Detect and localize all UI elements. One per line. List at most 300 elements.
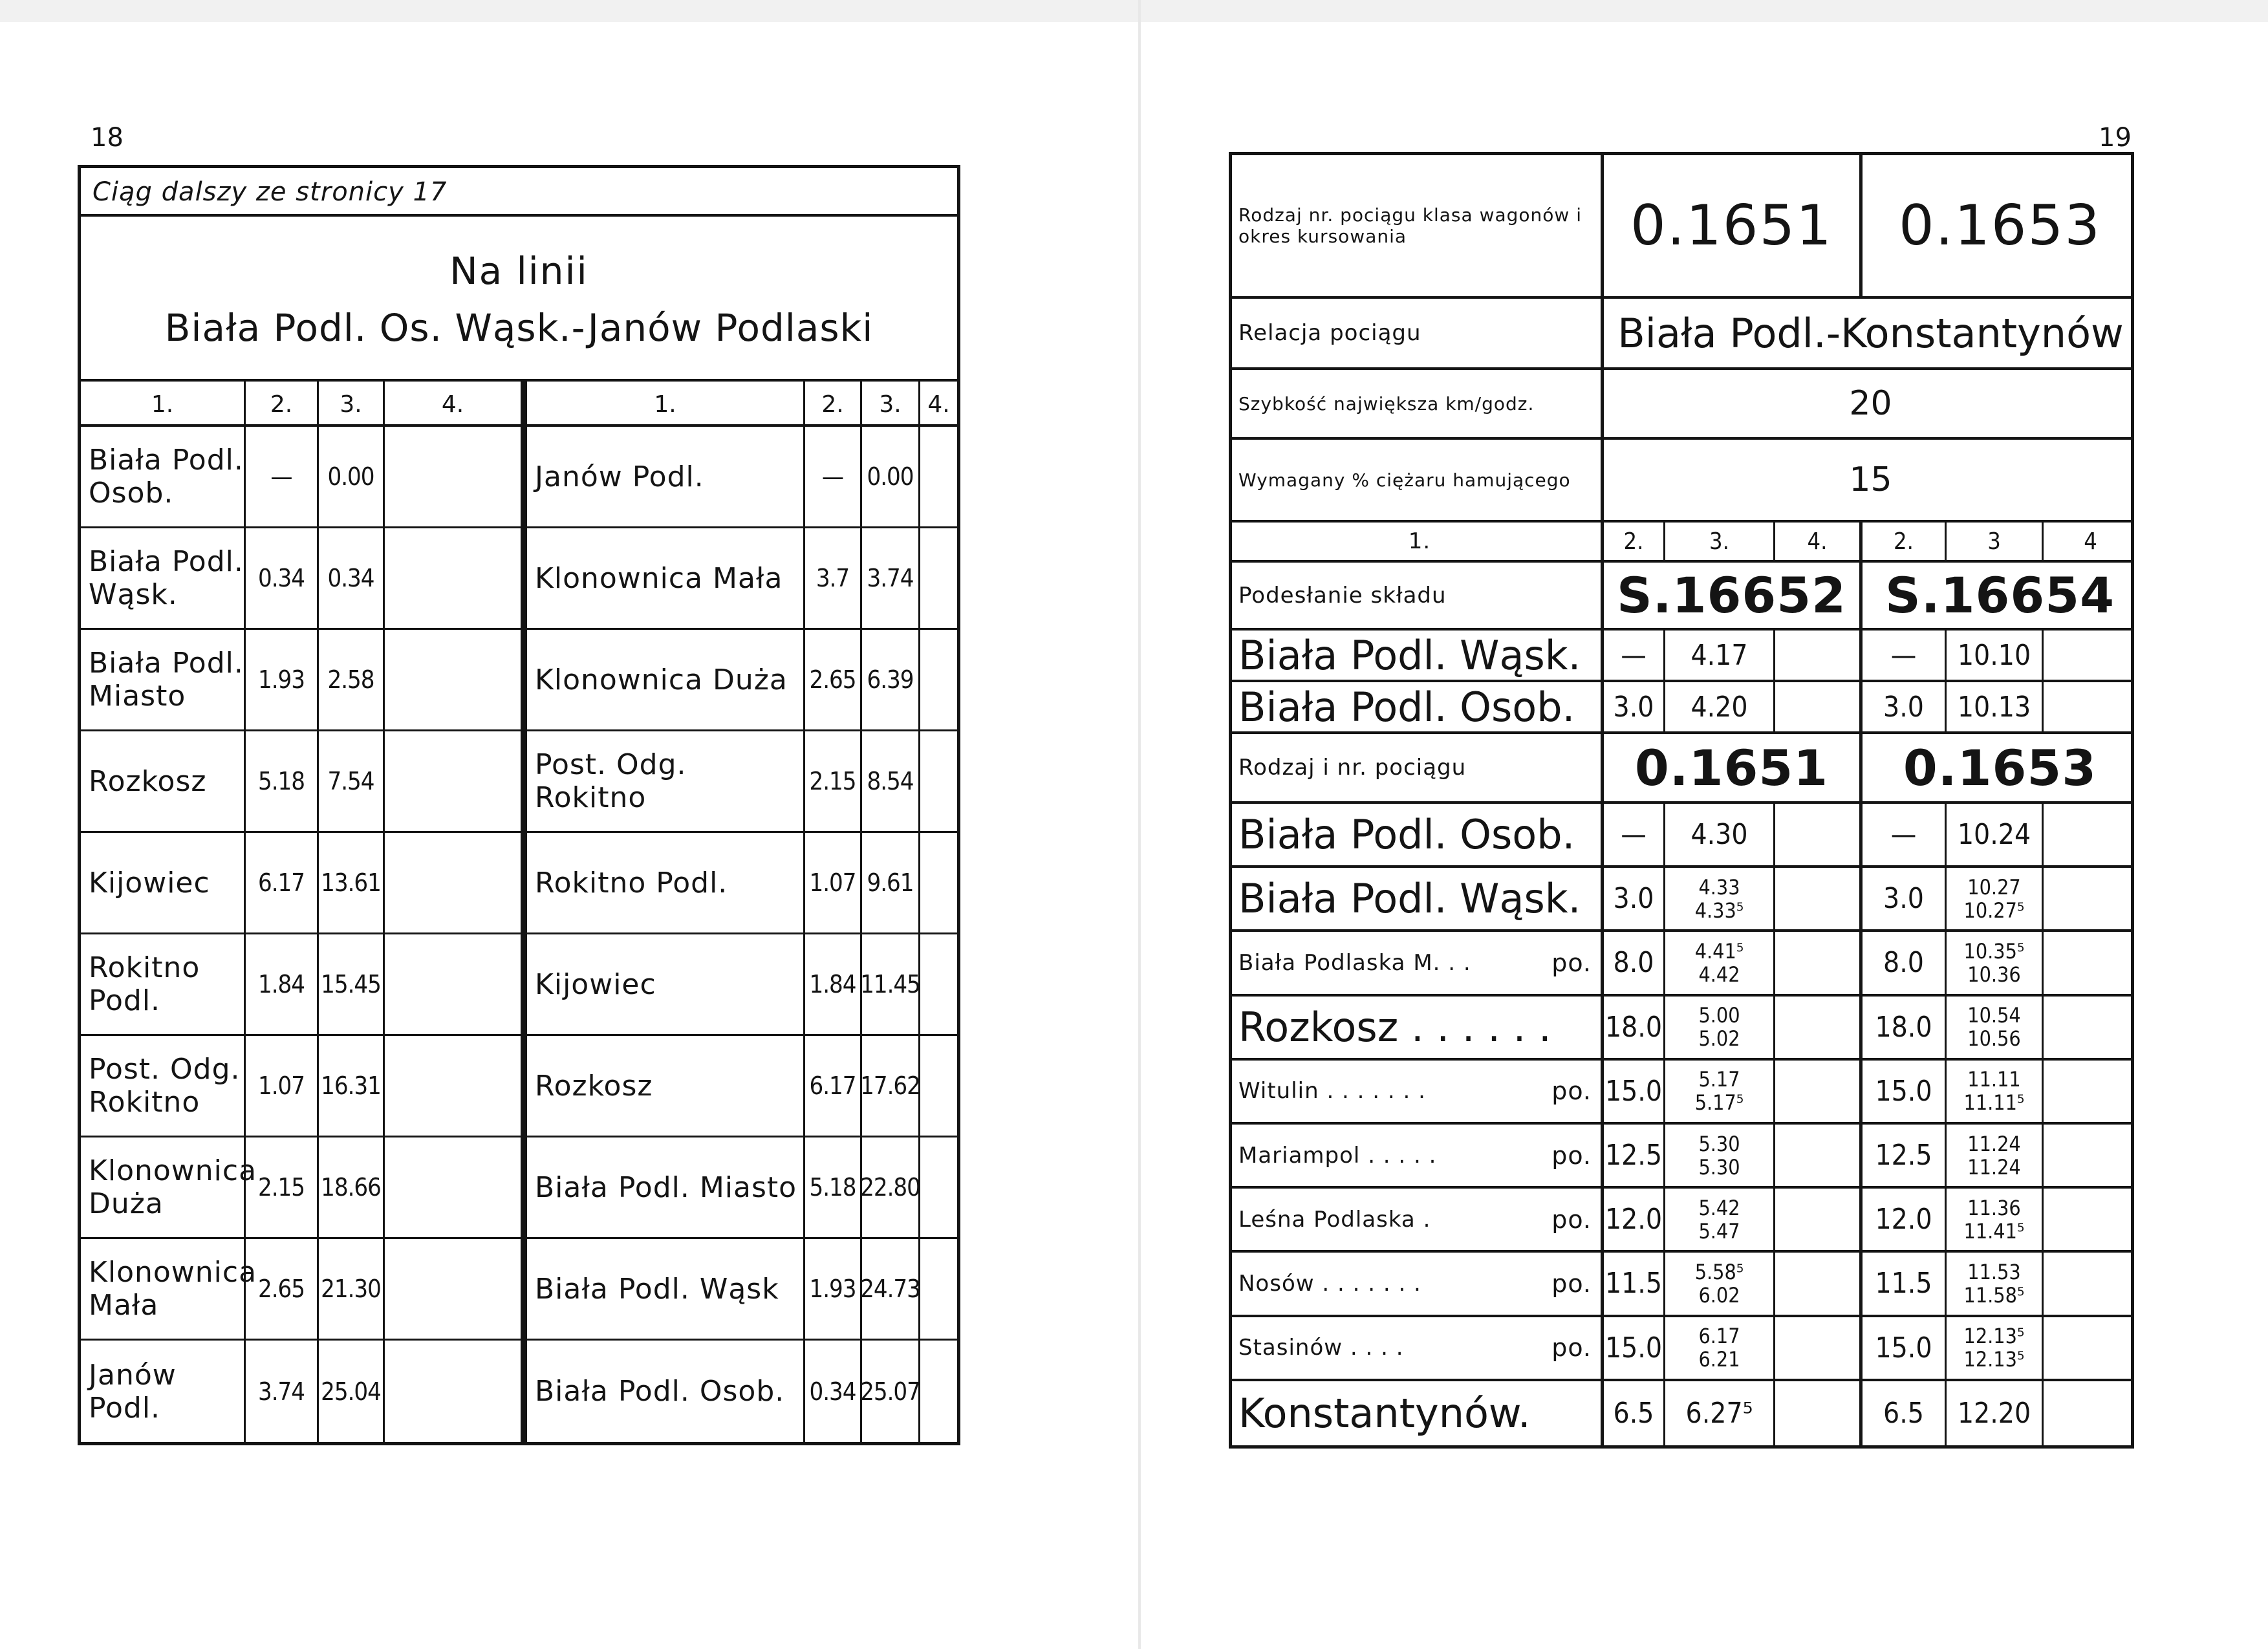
timetable-row (1232, 1253, 2131, 1317)
segment-distance: 1.07 (805, 833, 862, 932)
segment-distance: 1.93 (805, 1239, 862, 1339)
remarks-a (1775, 630, 1863, 680)
arrival-time-b: 11.53 (1967, 1259, 2021, 1284)
train-label-row (1232, 734, 2131, 804)
time-a (1665, 932, 1775, 993)
page-number-left: 18 (91, 123, 124, 153)
run-time-b: 15.0 (1863, 1061, 1947, 1122)
train-number-a: 0.1651 (1604, 155, 1863, 296)
timetable (1229, 152, 2134, 1449)
time-a (1665, 1317, 1775, 1379)
column-header: 2. (1863, 523, 1947, 560)
segment-distance: 1.84 (805, 934, 862, 1034)
segment-distance: 0.34 (805, 1341, 862, 1442)
remarks-cell (920, 833, 957, 932)
column-header: 4. (441, 391, 464, 418)
table-row (527, 1137, 957, 1239)
cumulative-distance: 8.54 (862, 731, 920, 831)
run-time-a: 3.0 (1604, 868, 1665, 929)
time-value-b: 12.20 (1957, 1396, 2031, 1430)
stop-marker: po. (1551, 1141, 1592, 1170)
remarks-cell (920, 528, 957, 628)
segment-distance: 1.07 (246, 1036, 319, 1136)
segment-distance: 2.65 (246, 1239, 319, 1339)
time-value-b: 10.13 (1957, 690, 2031, 724)
remarks-a (1775, 682, 1863, 731)
departure-time-b: 11.41⁵ (1963, 1218, 2025, 1244)
station-name: Post. Odg. Rokitno (81, 1036, 246, 1136)
time-a (1665, 804, 1775, 865)
remarks-cell (385, 1239, 521, 1339)
table-row (527, 934, 957, 1036)
table-row (527, 427, 957, 528)
time-b (1947, 1253, 2044, 1314)
remarks-cell (920, 1036, 957, 1136)
cumulative-distance: 22.80 (862, 1137, 920, 1237)
remarks-cell (385, 630, 521, 729)
station-name: Post. Odg. Rokitno (527, 731, 805, 831)
arrival-time-b: 11.11 (1967, 1067, 2021, 1092)
column-header: 2. (246, 382, 319, 427)
table-row (81, 731, 521, 833)
remarks-a (1775, 1381, 1863, 1445)
station-label (1232, 1061, 1604, 1122)
run-time-a: 8.0 (1604, 932, 1665, 993)
station-label (1232, 932, 1604, 993)
station-name: Rozkosz (81, 731, 246, 831)
remarks-b (2044, 1061, 2137, 1122)
station-name: Rokitno Podl. (81, 934, 246, 1034)
station-name: Biała Podl. Miasto (81, 630, 246, 729)
remarks-cell (385, 1036, 521, 1136)
station-name: Mariampol . . . . . (1238, 1142, 1437, 1169)
station-name: Rozkosz . . . . . . (1238, 1003, 1551, 1051)
remarks-cell (385, 731, 521, 831)
remarks-b (2044, 932, 2137, 993)
cumulative-distance: 13.61 (319, 833, 385, 932)
segment-distance: 2.65 (805, 630, 862, 729)
column-header: 3 (1947, 523, 2044, 560)
station-name: Janów Podl. (527, 427, 805, 526)
relation-label: Relacja pociągu (1232, 299, 1604, 367)
segment-distance: 3.74 (246, 1341, 319, 1442)
segment-distance: 6.17 (246, 833, 319, 932)
remarks-cell (385, 1341, 521, 1442)
distance-table (78, 165, 960, 1445)
table-direction-a (81, 382, 521, 1442)
run-time-b: 15.0 (1863, 1317, 1947, 1379)
remarks-b (2044, 1317, 2137, 1379)
cumulative-distance: 0.00 (319, 427, 385, 526)
segment-distance: 2.15 (805, 731, 862, 831)
departure-time-a: 4.33⁵ (1694, 898, 1744, 923)
station-name: Klonownica Duża (527, 630, 805, 729)
segment-distance: — (805, 427, 862, 526)
cumulative-distance: 2.58 (319, 630, 385, 729)
table-row (81, 1239, 521, 1341)
table-row (81, 1036, 521, 1137)
station-label (1232, 997, 1604, 1058)
distance-grid (81, 382, 957, 1442)
column-header: 1. (81, 382, 246, 427)
remarks-cell (920, 1239, 957, 1339)
table-row (81, 1341, 521, 1442)
run-time-a: 12.5 (1604, 1125, 1665, 1186)
table-row (527, 630, 957, 731)
timetable-row (1232, 868, 2131, 932)
column-header: 1. (1232, 523, 1604, 560)
departure-time-b: 12.13⁵ (1963, 1347, 2025, 1372)
time-a (1665, 868, 1775, 929)
column-header: 3. (862, 382, 920, 427)
run-time-b: 6.5 (1863, 1381, 1947, 1445)
remarks-cell (385, 528, 521, 628)
cumulative-distance: 18.66 (319, 1137, 385, 1237)
arrival-time-b: 10.27 (1967, 874, 2021, 900)
remarks-b (2044, 804, 2137, 865)
timetable-row (1232, 1381, 2131, 1445)
scan-edge (0, 0, 2268, 22)
arrival-time-b: 10.54 (1967, 1003, 2021, 1028)
remarks-a (1775, 997, 1863, 1058)
station-name: Klonownica Mała (81, 1239, 246, 1339)
cumulative-distance: 3.74 (862, 528, 920, 628)
time-b (1947, 1317, 2044, 1379)
segment-distance: 0.34 (246, 528, 319, 628)
table-row (527, 1239, 957, 1341)
train-number-row (1232, 155, 2131, 299)
train-row-b: 0.1653 (1903, 738, 2097, 797)
time-b (1947, 804, 2044, 865)
station-label (1232, 1381, 1604, 1445)
run-time-b: — (1863, 804, 1947, 865)
time-a (1665, 682, 1775, 731)
timetable-row (1232, 1061, 2131, 1125)
table-row (81, 1137, 521, 1239)
time-value-a: 4.17 (1690, 638, 1748, 672)
feed-row (1232, 563, 2131, 630)
brake-value: 15 (1849, 460, 1892, 499)
column-header: 1. (527, 382, 805, 427)
remarks-cell (920, 427, 957, 526)
run-time-a: 15.0 (1604, 1061, 1665, 1122)
station-name: Nosów . . . . . . . (1238, 1270, 1421, 1297)
column-header: 4. (1775, 523, 1863, 560)
run-time-a: 12.0 (1604, 1189, 1665, 1250)
remarks-cell (920, 630, 957, 729)
station-name: Biała Podl. Osob. (81, 427, 246, 526)
column-header: 4. (927, 391, 950, 418)
remarks-b (2044, 1253, 2137, 1314)
timetable-row (1232, 1125, 2131, 1189)
arrival-time-a: 5.30 (1698, 1131, 1740, 1156)
line-title-2: Biała Podl. Os. Wąsk.-Janów Podlaski (164, 306, 874, 350)
remarks-a (1775, 868, 1863, 929)
speed-row (1232, 370, 2131, 440)
station-name: Biała Podlaska M. . . (1238, 949, 1471, 976)
time-value-a: 4.30 (1690, 818, 1748, 852)
cumulative-distance: 9.61 (862, 833, 920, 932)
segment-distance: — (246, 427, 319, 526)
cumulative-distance: 24.73 (862, 1239, 920, 1339)
departure-time-a: 4.42 (1698, 962, 1740, 987)
speed-label: Szybkość największa km/godz. (1232, 370, 1604, 437)
time-a (1665, 1125, 1775, 1186)
station-label (1232, 1317, 1604, 1379)
station-label (1232, 1253, 1604, 1314)
departure-time-a: 6.02 (1698, 1282, 1740, 1308)
time-b (1947, 1189, 2044, 1250)
station-name: Rokitno Podl. (527, 833, 805, 932)
table-row (527, 731, 957, 833)
segment-distance: 6.17 (805, 1036, 862, 1136)
run-time-a: 18.0 (1604, 997, 1665, 1058)
remarks-cell (385, 833, 521, 932)
arrival-time-b: 11.24 (1967, 1131, 2021, 1156)
cumulative-distance: 17.62 (862, 1036, 920, 1136)
station-label (1232, 630, 1604, 680)
train-row-label: Rodzaj i nr. pociągu (1232, 734, 1604, 801)
relation-row (1232, 299, 2131, 370)
remarks-a (1775, 1061, 1863, 1122)
station-name: Biała Podl. Wąsk. (1238, 631, 1581, 679)
table-row (81, 833, 521, 934)
station-name: Leśna Podlaska . (1238, 1206, 1431, 1233)
segment-distance: 2.15 (246, 1137, 319, 1237)
arrival-time-a: 5.58⁵ (1694, 1259, 1744, 1284)
remarks-a (1775, 932, 1863, 993)
train-type-label: Rodzaj nr. pociągu klasa wagonów i okres kursowania (1232, 155, 1604, 296)
remarks-a (1775, 1317, 1863, 1379)
column-header: 4 (2084, 528, 2097, 555)
arrival-time-a: 5.42 (1698, 1195, 1740, 1220)
train-number-b: 0.1653 (1899, 193, 2101, 258)
arrival-time-b: 11.36 (1967, 1195, 2021, 1220)
time-b (1947, 997, 2044, 1058)
table-row (527, 1341, 957, 1442)
remarks-a (1775, 1189, 1863, 1250)
time-a (1665, 630, 1775, 680)
time-b (1947, 932, 2044, 993)
departure-time-b: 11.58⁵ (1963, 1282, 2025, 1308)
cumulative-distance: 21.30 (319, 1239, 385, 1339)
column-header: 3. (319, 382, 385, 427)
station-name: Janów Podl. (81, 1341, 246, 1442)
time-value-a: 4.20 (1690, 690, 1748, 724)
relation-value: Biała Podl.-Konstantynów (1617, 309, 2124, 357)
time-a (1665, 997, 1775, 1058)
arrival-time-b: 12.13⁵ (1963, 1324, 2025, 1349)
remarks-cell (385, 1137, 521, 1237)
run-time-b: — (1863, 630, 1947, 680)
table-divider (521, 382, 527, 1442)
cumulative-distance: 7.54 (319, 731, 385, 831)
station-label (1232, 682, 1604, 731)
brake-label: Wymagany % ciężaru hamującego (1232, 440, 1604, 520)
line-title-1: Na linii (449, 249, 589, 293)
cumulative-distance: 11.45 (862, 934, 920, 1034)
column-header: 2. (1604, 523, 1665, 560)
table-row (81, 630, 521, 731)
cumulative-distance: 16.31 (319, 1036, 385, 1136)
timetable-row (1232, 630, 2131, 682)
train-row-a: 0.1651 (1604, 734, 1863, 801)
run-time-b: 12.0 (1863, 1189, 1947, 1250)
cumulative-distance: 25.07 (862, 1341, 920, 1442)
remarks-cell (920, 731, 957, 831)
remarks-b (2044, 682, 2137, 731)
station-name: Kijowiec (81, 833, 246, 932)
stop-marker: po. (1551, 1205, 1592, 1234)
run-time-b: 3.0 (1863, 682, 1947, 731)
station-name: Klonownica Mała (527, 528, 805, 628)
departure-time-a: 5.02 (1698, 1026, 1740, 1051)
time-a (1665, 1189, 1775, 1250)
timetable-row (1232, 682, 2131, 734)
run-time-a: 3.0 (1604, 682, 1665, 731)
station-label (1232, 804, 1604, 865)
remarks-cell (920, 934, 957, 1034)
segment-distance: 1.84 (246, 934, 319, 1034)
table-row (81, 427, 521, 528)
departure-time-b: 10.27⁵ (1963, 898, 2025, 923)
segment-distance: 5.18 (246, 731, 319, 831)
time-a (1665, 1061, 1775, 1122)
table-row (527, 1036, 957, 1137)
stop-marker: po. (1551, 1333, 1592, 1363)
page-number-right: 19 (2099, 123, 2132, 153)
remarks-a (1775, 804, 1863, 865)
timetable-row (1232, 804, 2131, 868)
feed-label: Podesłanie składu (1232, 563, 1604, 628)
column-header-row (527, 382, 957, 427)
feed-train-a: S.16652 (1604, 563, 1863, 628)
remarks-cell (385, 934, 521, 1034)
stop-marker: po. (1551, 948, 1592, 977)
time-value-b: 10.24 (1957, 818, 2031, 852)
arrival-time-b: 10.35⁵ (1963, 938, 2025, 964)
feed-train-b: S.16654 (1885, 566, 2115, 624)
table-row (527, 833, 957, 934)
remarks-b (2044, 997, 2137, 1058)
departure-time-b: 10.36 (1967, 962, 2021, 987)
column-header: 2. (805, 382, 862, 427)
run-time-a: 15.0 (1604, 1317, 1665, 1379)
table-row (527, 528, 957, 630)
segment-distance: 3.7 (805, 528, 862, 628)
time-b (1947, 1381, 2044, 1445)
arrival-time-a: 5.00 (1698, 1003, 1740, 1028)
remarks-a (1775, 1125, 1863, 1186)
remarks-b (2044, 868, 2137, 929)
timetable-row (1232, 1189, 2131, 1253)
station-name: Biała Podl. Osob. (1238, 683, 1575, 731)
station-name: Biała Podl. Wąsk. (81, 528, 246, 628)
time-b (1947, 630, 2044, 680)
time-a (1665, 1253, 1775, 1314)
departure-time-b: 11.11⁵ (1963, 1090, 2025, 1116)
line-title (81, 217, 957, 382)
departure-time-a: 5.47 (1698, 1218, 1740, 1244)
station-name: Biała Podl. Wąsk. (1238, 875, 1581, 923)
cumulative-distance: 15.45 (319, 934, 385, 1034)
time-b (1947, 1061, 2044, 1122)
cumulative-distance: 0.34 (319, 528, 385, 628)
time-b (1947, 868, 2044, 929)
time-b (1947, 1125, 2044, 1186)
arrival-time-a: 4.33 (1698, 874, 1740, 900)
arrival-time-a: 5.17 (1698, 1067, 1740, 1092)
station-label (1232, 1125, 1604, 1186)
run-time-b: 11.5 (1863, 1253, 1947, 1314)
departure-time-a: 5.17⁵ (1694, 1090, 1744, 1116)
run-time-b: 12.5 (1863, 1125, 1947, 1186)
column-header-row (81, 382, 521, 427)
table-row (81, 934, 521, 1036)
stop-marker: po. (1551, 1077, 1592, 1106)
departure-time-a: 6.21 (1698, 1347, 1740, 1372)
segment-distance: 5.18 (805, 1137, 862, 1237)
run-time-b: 18.0 (1863, 997, 1947, 1058)
station-name: Stasinów . . . . (1238, 1335, 1404, 1361)
station-name: Kijowiec (527, 934, 805, 1034)
time-value-a: 6.27⁵ (1685, 1396, 1753, 1430)
cumulative-distance: 6.39 (862, 630, 920, 729)
station-name: Biała Podl. Miasto (527, 1137, 805, 1237)
arrival-time-a: 6.17 (1698, 1324, 1740, 1349)
departure-time-b: 10.56 (1967, 1026, 2021, 1051)
time-value-b: 10.10 (1957, 638, 2031, 672)
run-time-a: — (1604, 630, 1665, 680)
brake-row (1232, 440, 2131, 523)
run-time-b: 8.0 (1863, 932, 1947, 993)
continuation-note: Ciąg dalszy ze stronicy 17 (81, 168, 957, 217)
station-name: Biała Podl. Osob. (527, 1341, 805, 1442)
book-spine (1138, 0, 1141, 1649)
column-header: 3. (1665, 523, 1775, 560)
speed-value: 20 (1849, 384, 1892, 423)
station-name: Biała Podl. Wąsk (527, 1239, 805, 1339)
remarks-a (1775, 1253, 1863, 1314)
column-number-row (1232, 523, 2131, 563)
cumulative-distance: 0.00 (862, 427, 920, 526)
station-name: Konstantynów. (1238, 1389, 1531, 1437)
timetable-row (1232, 997, 2131, 1061)
station-name: Klonownica Duża (81, 1137, 246, 1237)
time-b (1947, 682, 2044, 731)
segment-distance: 1.93 (246, 630, 319, 729)
time-a (1665, 1381, 1775, 1445)
departure-time-a: 5.30 (1698, 1154, 1740, 1180)
remarks-b (2044, 1381, 2137, 1445)
timetable-row (1232, 1317, 2131, 1381)
stop-marker: po. (1551, 1269, 1592, 1298)
remarks-cell (920, 1137, 957, 1237)
cumulative-distance: 25.04 (319, 1341, 385, 1442)
timetable-row (1232, 932, 2131, 996)
station-name: Biała Podl. Osob. (1238, 811, 1575, 859)
remarks-cell (385, 427, 521, 526)
station-label (1232, 868, 1604, 929)
station-name: Rozkosz (527, 1036, 805, 1136)
remarks-b (2044, 630, 2137, 680)
remarks-b (2044, 1125, 2137, 1186)
run-time-a: 6.5 (1604, 1381, 1665, 1445)
table-row (81, 528, 521, 630)
arrival-time-a: 4.41⁵ (1694, 938, 1744, 964)
run-time-a: — (1604, 804, 1665, 865)
departure-time-b: 11.24 (1967, 1154, 2021, 1180)
